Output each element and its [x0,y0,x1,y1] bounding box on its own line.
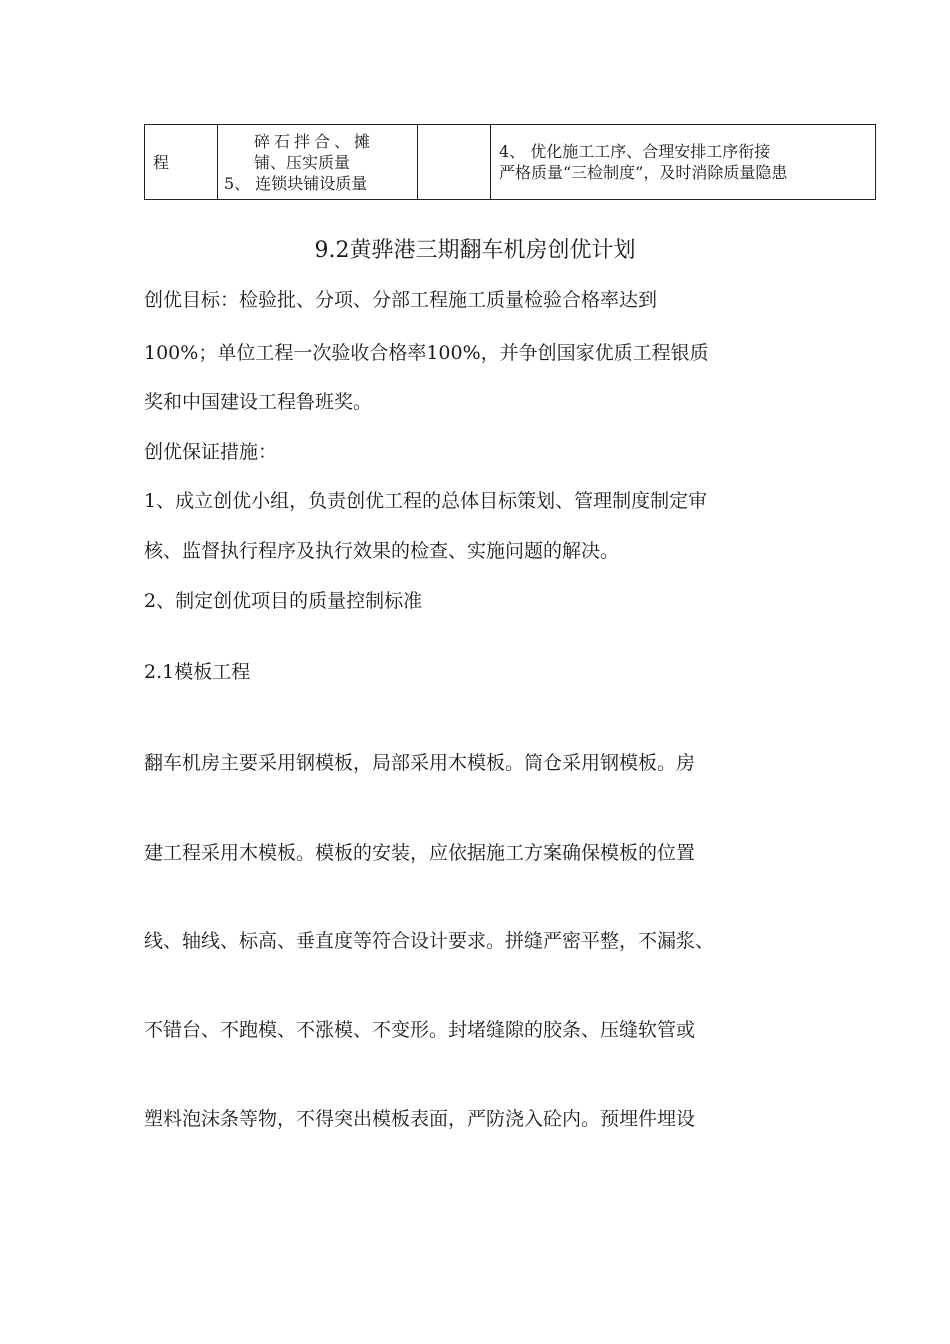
section-title: 9.2黄骅港三期翻车机房创优计划 [314,238,636,263]
body-line-2: 建工程采用木模板。模板的安装，应依据施工方案确保模板的位置 [144,842,696,864]
goal-line-2: 100%；单位工程一次验收合格率100%，并争创国家优质工程银质 [144,342,709,364]
table-row [145,125,876,200]
cell-line: 5、 连锁块铺设质量 [224,173,368,193]
cell-line: 铺、压实质量 [254,152,351,172]
table-cell-empty [418,125,491,200]
body-line-3: 线、轴线、标高、垂直度等符合设计要求。拼缝严密平整，不漏浆、 [144,930,715,952]
quality-table [144,124,876,200]
goal-line-1: 创优目标：检验批、分项、分部工程施工质量检验合格率达到 [144,289,658,311]
cell-line: 严格质量“三检制度”，及时消除质量隐患 [499,163,788,182]
subsection-heading: 2.1模板工程 [144,661,251,683]
body-line-5: 塑料泡沫条等物，不得突出模板表面，严防浇入砼内。预埋件埋设 [144,1108,696,1130]
item1-line-1: 1、成立创优小组，负责创优工程的总体目标策划、管理制度制定审 [144,490,708,512]
table-cell-measures [491,125,876,200]
cell-line: 4、 优化施工工序、合理安排工序衔接 [499,142,771,161]
cell-line: 碎石拌合、摊 [254,131,375,151]
body-line-4: 不错台、不跑模、不涨模、不变形。封堵缝隙的胶条、压缝软管或 [144,1019,696,1041]
table-cell-process [145,125,218,200]
item2: 2、制定创优项目的质量控制标准 [144,590,423,612]
body-line-1: 翻车机房主要采用钢模板，局部采用木模板。筒仓采用钢模板。房 [144,752,696,774]
cell-text: 程 [153,152,170,172]
item1-line-2: 核、监督执行程序及执行效果的检查、实施问题的解决。 [144,540,620,562]
table-cell-quality-items [218,125,418,200]
measures-heading: 创优保证措施： [144,441,278,463]
goal-line-3: 奖和中国建设工程鲁班奖。 [144,391,373,413]
